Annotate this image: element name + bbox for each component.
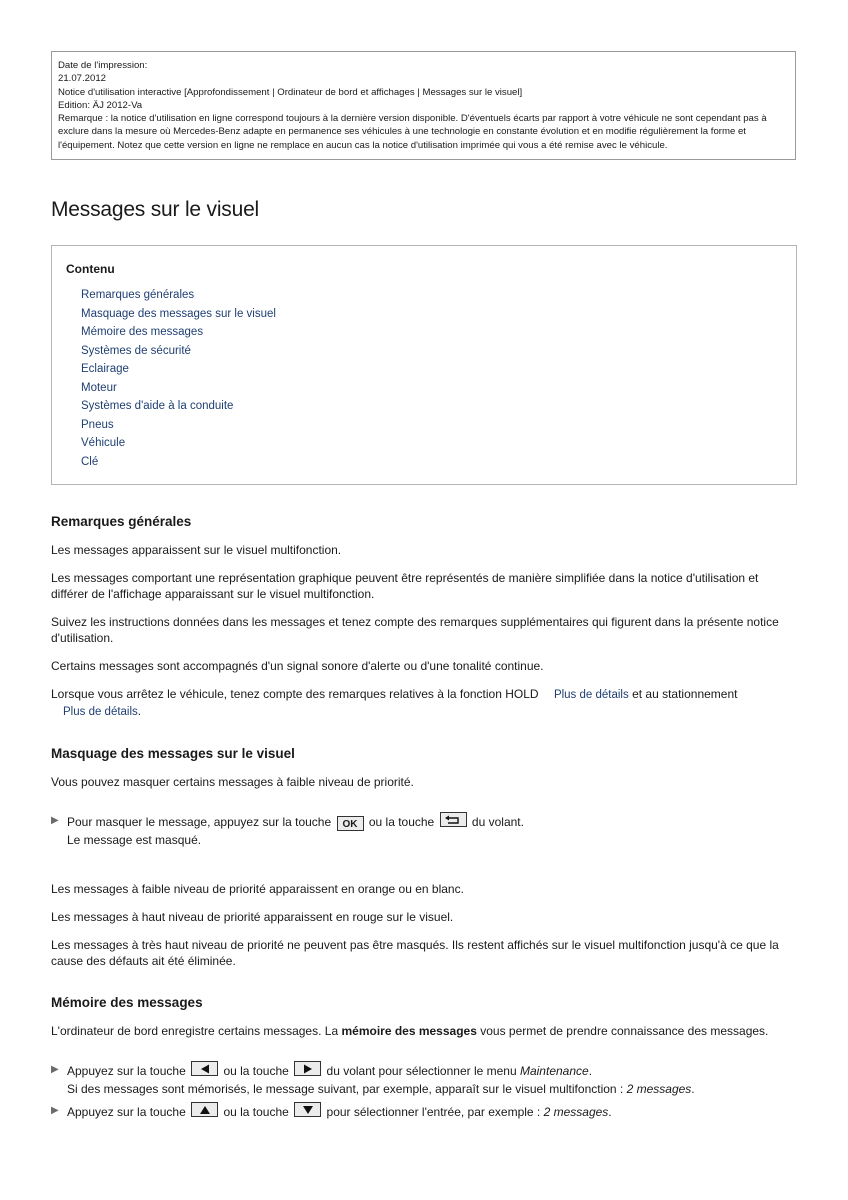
page-title: Messages sur le visuel: [51, 198, 260, 221]
step-arrow-icon: ▶: [51, 1064, 59, 1075]
toc-link[interactable]: Systèmes d'aide à la conduite: [81, 400, 234, 412]
toc-link[interactable]: Systèmes de sécurité: [81, 344, 191, 357]
toc-link[interactable]: Eclairage: [81, 363, 129, 375]
toc-link[interactable]: Moteur: [81, 381, 117, 394]
step-text: ou la touche: [223, 1105, 289, 1119]
paragraph-text: Lorsque vous arrêtez le véhicule, tenez compte des remarques relatives à la fonction HOLD: [51, 687, 539, 701]
example-message: 2 messages: [626, 1082, 692, 1096]
step-text: .: [691, 1082, 695, 1096]
step-text: pour sélectionner l'entrée, par exemple :: [326, 1105, 544, 1119]
ok-key-icon: OK: [337, 816, 364, 831]
step-text: .: [588, 1064, 593, 1078]
down-key-icon: [294, 1102, 321, 1117]
paragraph-text: et au stationnement: [628, 687, 738, 701]
print-date-label: Date de l'impression:: [58, 60, 148, 71]
toc-link[interactable]: Remarques générales: [81, 289, 195, 301]
paragraph: Les messages à faible niveau de priorité apparaissent en orange ou en blanc.: [51, 882, 464, 896]
paragraph: Vous pouvez masquer certains messages à faible niveau de priorité.: [51, 775, 414, 789]
back-key-icon: [440, 812, 467, 827]
paragraph-text: vous permet de prendre connaissance des messages.: [476, 1024, 769, 1038]
paragraph: Les messages apparaissent sur le visuel multifonction.: [51, 543, 342, 557]
instruction-step: [51, 812, 796, 849]
step-arrow-icon: ▶: [51, 815, 59, 826]
toc-link[interactable]: Pneus: [81, 418, 114, 431]
step-text: Appuyez sur la touche: [67, 1064, 186, 1078]
toc-link[interactable]: Véhicule: [81, 437, 126, 449]
bold-term: mémoire des messages: [341, 1024, 477, 1038]
step-arrow-icon: ▶: [51, 1105, 59, 1116]
print-info-box: [51, 51, 796, 160]
section-heading: Masquage des messages sur le visuel: [51, 746, 295, 761]
step-result: Le message est masqué.: [67, 833, 202, 847]
paragraph-text: L'ordinateur de bord enregistre certains messages. La: [51, 1024, 342, 1038]
right-key-icon: [294, 1061, 321, 1076]
print-date: 21.07.2012: [58, 73, 107, 85]
step-text: .: [608, 1105, 612, 1119]
step-text: du volant.: [471, 815, 524, 829]
disclaimer: Remarque : la notice d'utilisation en ligne correspond toujours à la dernière version disponible. D'éventuels écarts par rapport à votre véhicule ne sont cependant pas à exclure dans la mesure où Mercedes-Benz adapte en permanence ses véhicules à une technologie en constante évolution et en modifie régulièrement la forme et l'équipement. Notez que cette version en ligne ne remplace en aucun cas la notice d'utilisation imprimée qui vous a été remise avec le véhicule.: [58, 113, 767, 151]
step-result: Si des messages sont mémorisés, le message suivant, par exemple, apparaît sur le visuel multifonction :: [67, 1082, 627, 1096]
paragraph-text: .: [137, 704, 142, 718]
details-link[interactable]: Plus de détails: [63, 706, 138, 718]
step-text: ou la touche: [368, 815, 435, 829]
paragraph: Suivez les instructions données dans les messages et tenez compte des remarques supplémentaires qui figurent dans la présente notice d'utilisation.: [51, 615, 779, 645]
step-text: Pour masquer le message, appuyez sur la touche: [67, 815, 332, 829]
paragraph: Certains messages sont accompagnés d'un signal sonore d'alerte ou d'une tonalité continue.: [51, 659, 544, 673]
menu-name: Maintenance: [519, 1064, 589, 1078]
section-heading: Mémoire des messages: [51, 995, 203, 1010]
table-of-contents: [51, 245, 797, 485]
section-heading: Remarques générales: [51, 514, 192, 529]
example-message: 2 messages: [543, 1105, 609, 1119]
toc-link[interactable]: Masquage des messages sur le visuel: [81, 307, 276, 320]
document-path: Notice d'utilisation interactive [Approfondissement | Ordinateur de bord et affichages | Messages sur le visuel]: [58, 86, 523, 98]
toc-list: [81, 286, 276, 471]
toc-link[interactable]: Mémoire des messages: [81, 326, 204, 338]
paragraph-hold: [51, 686, 796, 720]
paragraph: [51, 1023, 796, 1039]
instruction-step: [51, 1102, 796, 1121]
left-key-icon: [191, 1061, 218, 1076]
step-text: ou la touche: [223, 1064, 289, 1078]
instruction-step: [51, 1061, 796, 1098]
toc-title: Contenu: [66, 262, 115, 276]
details-link[interactable]: Plus de détails: [553, 689, 629, 701]
step-text: Appuyez sur la touche: [67, 1105, 186, 1119]
main-content: [51, 514, 796, 1125]
toc-link[interactable]: Clé: [81, 455, 99, 468]
paragraph: Les messages à très haut niveau de priorité ne peuvent pas être masqués. Ils restent affichés sur le visuel multifonction jusqu'à ce que la cause des défauts ait été éliminée.: [51, 938, 779, 968]
paragraph: Les messages à haut niveau de priorité apparaissent en rouge sur le visuel.: [51, 910, 454, 924]
paragraph: Les messages comportant une représentation graphique peuvent être représentés de manière simplifiée dans la notice d'utilisation et différer de l'affichage apparaissant sur le visuel multifonction.: [51, 571, 759, 601]
edition: Edition: ÄJ 2012-Va: [58, 99, 143, 111]
step-text: du volant pour sélectionner le menu: [326, 1064, 520, 1078]
up-key-icon: [191, 1102, 218, 1117]
